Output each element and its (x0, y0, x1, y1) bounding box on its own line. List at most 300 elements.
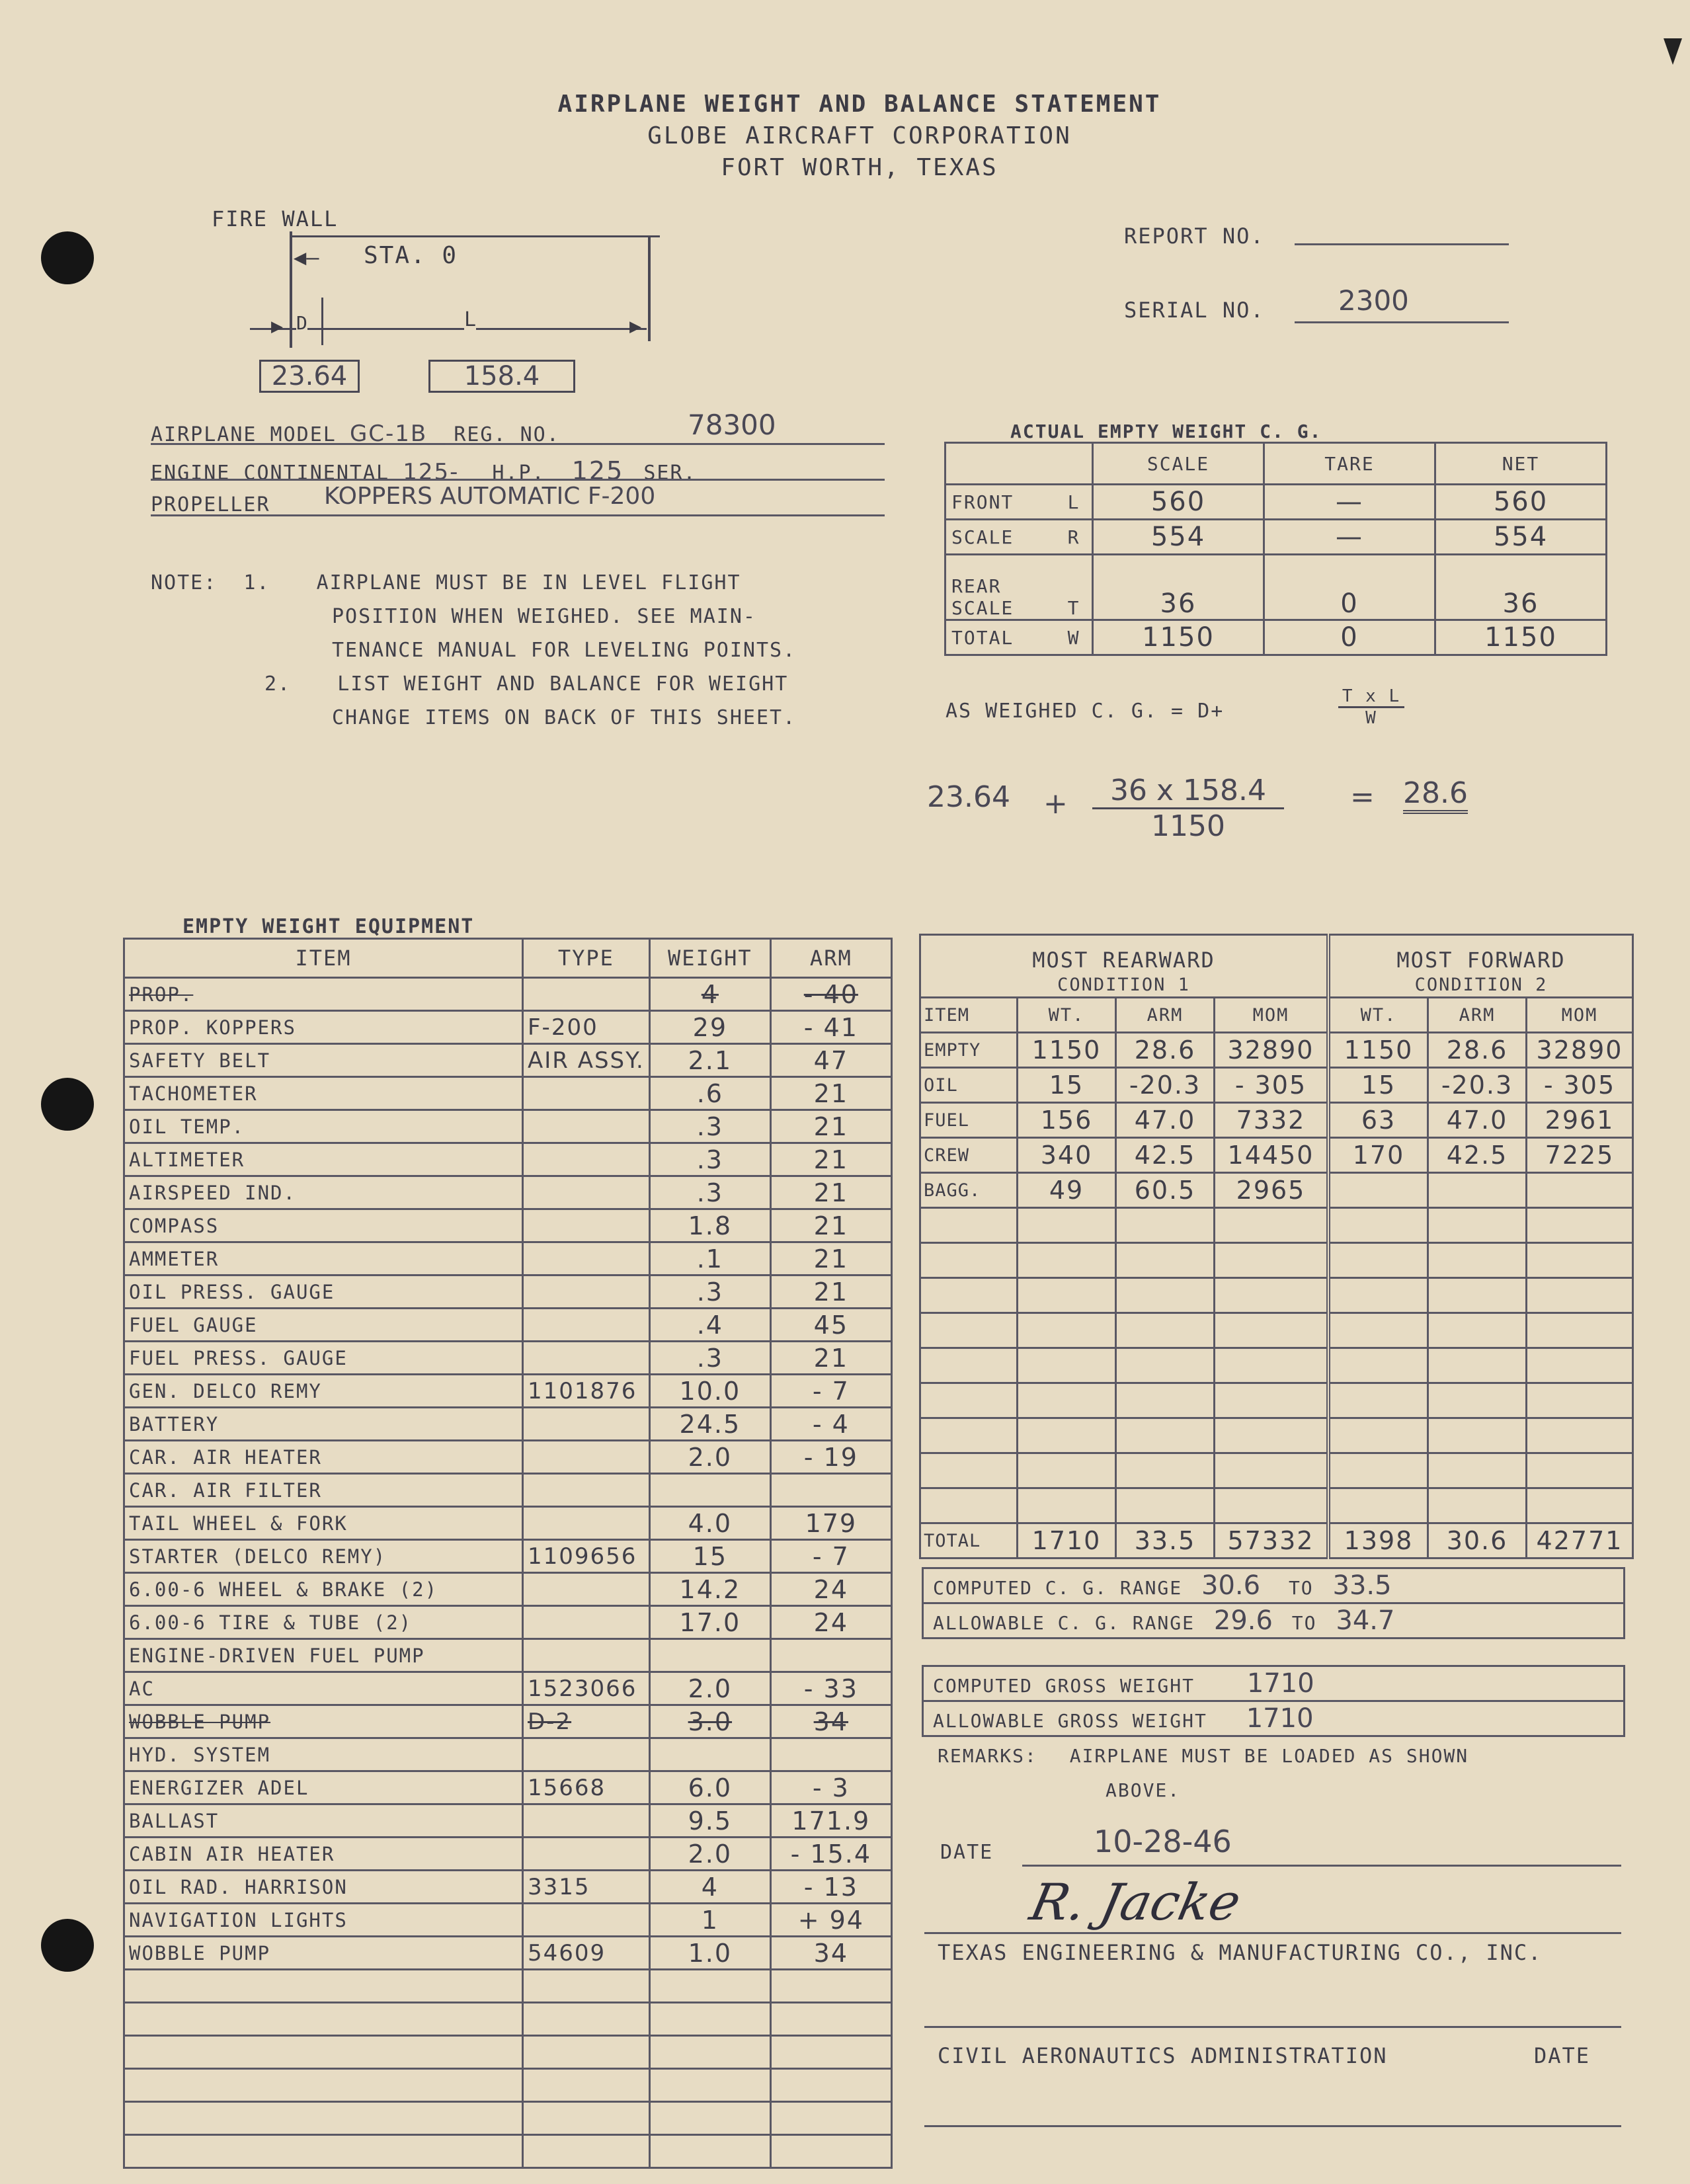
forward-weight: 63 (1328, 1103, 1428, 1138)
equipment-table-body (124, 939, 892, 2168)
note-1-line-b: POSITION WHEN WEIGHED. SEE MAIN- (332, 605, 756, 628)
equipment-type (523, 1639, 650, 1672)
table-row (124, 1639, 892, 1672)
loading-condition-row (920, 973, 1633, 998)
allowable-gross-label: ALLOWABLE GROSS WEIGHT (933, 1710, 1207, 1732)
formula-numerator: T x L (1338, 686, 1404, 708)
computed-cg-low: 30.6 (1201, 1570, 1261, 1601)
equipment-arm: 34 (770, 1705, 891, 1738)
serial-number-line (1295, 321, 1509, 323)
equipment-weight: 17.0 (649, 1606, 770, 1639)
ser-label: SER. (643, 462, 697, 485)
rear-arm (1116, 1208, 1215, 1243)
equipment-item: STARTER (DELCO REMY) (124, 1540, 523, 1573)
table-row (124, 1804, 892, 1838)
equipment-type (523, 1309, 650, 1342)
rear-moment: 7332 (1215, 1103, 1329, 1138)
equipment-arm (770, 1738, 891, 1771)
equipment-item: ENGINE-DRIVEN FUEL PUMP (124, 1639, 523, 1672)
equipment-weight: .3 (649, 1110, 770, 1143)
rear-moment: 14450 (1215, 1138, 1329, 1173)
rear-weight (1018, 1313, 1116, 1348)
equipment-item: OIL PRESS. GAUGE (124, 1275, 523, 1309)
signature-line (924, 1932, 1621, 1934)
front-label: FRONT (946, 485, 1057, 520)
computed-cg-label: COMPUTED C. G. RANGE (933, 1577, 1183, 1599)
tail-tare: 0 (1264, 555, 1435, 620)
calc-plus: + (1043, 787, 1068, 821)
fwd-arm-header: ARM (1428, 998, 1527, 1033)
equipment-weight (649, 2135, 770, 2168)
weight-header: WEIGHT (649, 939, 770, 978)
equipment-type (523, 1441, 650, 1474)
rear-row (946, 555, 1607, 620)
forward-moment: 7225 (1527, 1138, 1633, 1173)
arm-header: ARM (770, 939, 891, 978)
hp-label: H.P. (492, 462, 545, 485)
forward-weight (1328, 1313, 1428, 1348)
rear-weight (1018, 1208, 1116, 1243)
equipment-weight: 2.1 (649, 1044, 770, 1077)
empty-cg-table (944, 442, 1607, 656)
rear-label: REAR (951, 575, 1002, 597)
equipment-item: COMPASS (124, 1209, 523, 1242)
equipment-weight: 29 (649, 1011, 770, 1044)
rear-arm (1116, 1383, 1215, 1418)
loading-item (920, 1488, 1018, 1523)
forward-arm (1428, 1488, 1527, 1523)
equipment-table (123, 938, 893, 2169)
remarks-text-1: AIRPLANE MUST BE LOADED AS SHOWN (1069, 1745, 1469, 1767)
equipment-arm (770, 2036, 891, 2069)
station-label: STA. 0 (364, 242, 458, 269)
rear-weight (1018, 1243, 1116, 1278)
date-line (1022, 1865, 1621, 1867)
equipment-item: WOBBLE PUMP (124, 1705, 523, 1738)
table-row (124, 1143, 892, 1176)
tail-scale: 36 (1093, 555, 1264, 620)
table-row (920, 1208, 1633, 1243)
loading-item (920, 1383, 1018, 1418)
right-tare: — (1264, 520, 1435, 555)
forward-weight: 1150 (1328, 1033, 1428, 1068)
table-row (124, 2036, 892, 2069)
rear-moment (1215, 1453, 1329, 1488)
forward-weight (1328, 1278, 1428, 1313)
equipment-type (523, 1342, 650, 1375)
equipment-item: FUEL PRESS. GAUGE (124, 1342, 523, 1375)
rear-arm: 42.5 (1116, 1138, 1215, 1173)
table-row (920, 1383, 1633, 1418)
caa-label: CIVIL AERONAUTICS ADMINISTRATION (938, 2043, 1388, 2068)
most-forward-title: MOST FORWARD (1396, 948, 1566, 973)
table-row (124, 1771, 892, 1804)
caa-bottom-line (924, 2125, 1621, 2127)
table-row (124, 2003, 892, 2036)
rear-weight: 340 (1018, 1138, 1116, 1173)
formula-calculation (927, 774, 1496, 860)
equipment-weight: 24.5 (649, 1408, 770, 1441)
equipment-arm: - 7 (770, 1375, 891, 1408)
binder-hole-bottom (41, 1919, 94, 1972)
equipment-arm: 21 (770, 1342, 891, 1375)
right-sub-label: R (1056, 520, 1093, 555)
note-2-text-a: LIST WEIGHT AND BALANCE FOR WEIGHT (337, 672, 789, 696)
loading-item: CREW (920, 1138, 1018, 1173)
equipment-arm (770, 2135, 891, 2168)
table-row (920, 1173, 1633, 1208)
rear-moment: 57332 (1215, 1523, 1329, 1558)
rear-moment (1215, 1208, 1329, 1243)
notes-block (151, 566, 796, 735)
rear-arm (1116, 1418, 1215, 1453)
equipment-weight: 1.8 (649, 1209, 770, 1242)
forward-arm (1428, 1208, 1527, 1243)
forward-moment (1527, 1418, 1633, 1453)
condition-1: CONDITION 1 (920, 973, 1329, 998)
rear-arm: 47.0 (1116, 1103, 1215, 1138)
equipment-arm (770, 1474, 891, 1507)
l-arrow-right-icon: ▶ (629, 315, 642, 338)
table-row (124, 1342, 892, 1375)
airplane-model-value: GC-1B (349, 421, 428, 447)
rear-weight: 1710 (1018, 1523, 1116, 1558)
computed-gross-value: 1710 (1246, 1668, 1314, 1699)
note-1-line-a (151, 566, 796, 600)
equipment-weight: 1.0 (649, 1937, 770, 1970)
equipment-type (523, 1474, 650, 1507)
rear-moment: 2965 (1215, 1173, 1329, 1208)
computed-gross-weight (924, 1667, 1623, 1702)
table-row (124, 1937, 892, 1970)
type-header: TYPE (523, 939, 650, 978)
equipment-item: NAVIGATION LIGHTS (124, 1904, 523, 1937)
equipment-type (523, 1738, 650, 1771)
forward-weight (1328, 1208, 1428, 1243)
rear-weight: 1150 (1018, 1033, 1116, 1068)
equipment-arm: 171.9 (770, 1804, 891, 1838)
loading-title-row (920, 935, 1633, 973)
corner-mark-icon (1664, 38, 1682, 65)
equipment-arm: 21 (770, 1242, 891, 1275)
computed-gross-label: COMPUTED GROSS WEIGHT (933, 1675, 1195, 1697)
loading-item-header: ITEM (920, 998, 1018, 1033)
table-row (124, 1209, 892, 1242)
equipment-header-row (124, 939, 892, 978)
hp-value: 125 (571, 456, 624, 485)
equipment-type (523, 1606, 650, 1639)
left-tare: — (1264, 485, 1435, 520)
calc-result: 28.6 (1403, 776, 1468, 814)
rear-arm (1116, 1348, 1215, 1383)
calc-fraction (1092, 774, 1284, 843)
most-rearward-title: MOST REARWARD (1032, 948, 1215, 973)
table-row (124, 2102, 892, 2135)
equipment-item: ENERGIZER ADEL (124, 1771, 523, 1804)
forward-moment (1527, 1383, 1633, 1418)
reg-number-label: REG. NO. (454, 423, 560, 446)
rear-arm: -20.3 (1116, 1068, 1215, 1103)
equipment-weight: 2.0 (649, 1838, 770, 1871)
equipment-arm: - 7 (770, 1540, 891, 1573)
table-row (124, 2069, 892, 2102)
propeller-row (151, 493, 270, 516)
equipment-weight: 2.0 (649, 1672, 770, 1705)
propeller-line (151, 514, 885, 516)
equipment-weight (649, 1738, 770, 1771)
fwd-wt-header: WT. (1328, 998, 1428, 1033)
table-row (124, 1044, 892, 1077)
forward-weight (1328, 1173, 1428, 1208)
equipment-item: CAR. AIR HEATER (124, 1441, 523, 1474)
computed-cg-range (924, 1569, 1623, 1604)
left-sub-label: L (1056, 485, 1093, 520)
rear-arm (1116, 1278, 1215, 1313)
rear-moment (1215, 1243, 1329, 1278)
allowable-cg-high: 34.7 (1336, 1605, 1395, 1636)
table-row (124, 1077, 892, 1110)
equipment-item (124, 2036, 523, 2069)
rear-mom-header: MOM (1215, 998, 1329, 1033)
caa-date-label: DATE (1534, 2043, 1591, 2068)
table-row (124, 1441, 892, 1474)
equipment-weight (649, 1970, 770, 2003)
rear-weight (1018, 1418, 1116, 1453)
equipment-item (124, 2069, 523, 2102)
serial-number-value: 2300 (1338, 284, 1409, 317)
rear-scale-label: SCALE (951, 597, 1014, 619)
forward-moment (1527, 1348, 1633, 1383)
date-value: 10-28-46 (1094, 1824, 1232, 1859)
formula-label: AS WEIGHED C. G. = D+ (946, 700, 1225, 723)
table-row (124, 1540, 892, 1573)
rear-weight (1018, 1488, 1116, 1523)
cg-range-box (922, 1567, 1625, 1639)
loading-item (920, 1208, 1018, 1243)
d-arrow-icon: ▶ (271, 315, 284, 338)
note-1-line-c: TENANCE MANUAL FOR LEVELING POINTS. (332, 639, 797, 662)
table-row (920, 1243, 1633, 1278)
note-2-line-b: CHANGE ITEMS ON BACK OF THIS SHEET. (332, 706, 797, 729)
rear-datum-line (648, 235, 651, 341)
forward-weight (1328, 1453, 1428, 1488)
equipment-arm: 24 (770, 1573, 891, 1606)
net-header: NET (1435, 443, 1607, 485)
forward-arm: 42.5 (1428, 1138, 1527, 1173)
forward-moment (1527, 1173, 1633, 1208)
rear-weight: 156 (1018, 1103, 1116, 1138)
table-row (124, 1474, 892, 1507)
forward-moment: 2961 (1527, 1103, 1633, 1138)
equipment-item: PROP. (124, 978, 523, 1011)
equipment-arm (770, 2003, 891, 2036)
equipment-weight: 2.0 (649, 1441, 770, 1474)
equipment-arm (770, 1639, 891, 1672)
equipment-arm (770, 1970, 891, 2003)
table-row (920, 1418, 1633, 1453)
table-row (920, 1068, 1633, 1103)
empty-cg-header-row (946, 443, 1607, 485)
equipment-weight: 10.0 (649, 1375, 770, 1408)
note-1-text-a: AIRPLANE MUST BE IN LEVEL FLIGHT (316, 571, 741, 594)
caa-row (938, 2043, 1625, 2068)
equipment-type (523, 1904, 650, 1937)
table-row (124, 2135, 892, 2168)
total-scale: 1150 (1093, 620, 1264, 655)
equipment-arm: - 15.4 (770, 1838, 891, 1871)
equipment-type (523, 1110, 650, 1143)
forward-moment (1527, 1313, 1633, 1348)
rear-arm (1116, 1313, 1215, 1348)
forward-moment (1527, 1278, 1633, 1313)
forward-arm (1428, 1243, 1527, 1278)
allowable-cg-label: ALLOWABLE C. G. RANGE (933, 1612, 1195, 1634)
l-label: L (464, 308, 477, 331)
report-number-label: REPORT NO. (1124, 223, 1265, 249)
table-row (124, 1606, 892, 1639)
condition-2: CONDITION 2 (1328, 973, 1633, 998)
station-arrow-icon: ◀— (294, 245, 319, 270)
remarks-line-1 (938, 1739, 1469, 1773)
binder-hole-top (41, 231, 94, 284)
equipment-arm: - 41 (770, 1011, 891, 1044)
equipment-item: AIRSPEED IND. (124, 1176, 523, 1209)
loading-table-body (920, 935, 1633, 1558)
rear-weight: 49 (1018, 1173, 1116, 1208)
forward-arm (1428, 1348, 1527, 1383)
equipment-type (523, 1143, 650, 1176)
forward-arm: 47.0 (1428, 1103, 1527, 1138)
equipment-type: D-2 (523, 1705, 650, 1738)
equipment-item (124, 1970, 523, 2003)
date-label: DATE (940, 1841, 994, 1864)
fwd-mom-header: MOM (1527, 998, 1633, 1033)
equipment-type: AIR ASSY. (523, 1044, 650, 1077)
d-value-box (259, 360, 360, 393)
equipment-arm: - 19 (770, 1441, 891, 1474)
forward-arm: -20.3 (1428, 1068, 1527, 1103)
airplane-model-label: AIRPLANE MODEL (151, 423, 337, 446)
equipment-type (523, 2036, 650, 2069)
forward-weight (1328, 1488, 1428, 1523)
gross-weight-box (922, 1665, 1625, 1737)
equipment-type (523, 2069, 650, 2102)
right-scale: 554 (1093, 520, 1264, 555)
equipment-type (523, 1077, 650, 1110)
remarks-block (938, 1739, 1469, 1808)
allowable-gross-weight (924, 1702, 1623, 1735)
equipment-weight: 14.2 (649, 1573, 770, 1606)
l-value: 158.4 (463, 361, 540, 391)
binder-hole-middle (41, 1078, 94, 1131)
table-row (920, 1278, 1633, 1313)
equipment-type: 15668 (523, 1771, 650, 1804)
equipment-item (124, 2003, 523, 2036)
equipment-item: ALTIMETER (124, 1143, 523, 1176)
scale-label: SCALE (946, 520, 1057, 555)
left-net: 560 (1435, 485, 1607, 520)
allowable-gross-value: 1710 (1246, 1703, 1314, 1734)
equipment-weight: 6.0 (649, 1771, 770, 1804)
allowable-cg-low: 29.6 (1213, 1605, 1273, 1636)
rear-moment: - 305 (1215, 1068, 1329, 1103)
forward-moment (1527, 1208, 1633, 1243)
equipment-item: PROP. KOPPERS (124, 1011, 523, 1044)
forward-arm (1428, 1383, 1527, 1418)
rear-moment: 32890 (1215, 1033, 1329, 1068)
rear-moment (1215, 1418, 1329, 1453)
as-weighed-formula (946, 700, 1224, 723)
equipment-type (523, 1176, 650, 1209)
engine-line (151, 479, 885, 481)
equipment-item: GEN. DELCO REMY (124, 1375, 523, 1408)
equipment-weight (649, 2036, 770, 2069)
equipment-type (523, 1507, 650, 1540)
table-row (920, 1138, 1633, 1173)
rear-arm (1116, 1453, 1215, 1488)
equipment-item (124, 2135, 523, 2168)
total-row (946, 620, 1607, 655)
equipment-weight (649, 2102, 770, 2135)
front-right-row (946, 520, 1607, 555)
equipment-arm (770, 2069, 891, 2102)
equipment-weight (649, 1474, 770, 1507)
rear-arm-header: ARM (1116, 998, 1215, 1033)
equipment-arm: 24 (770, 1606, 891, 1639)
equipment-type (523, 1970, 650, 2003)
equipment-type: F-200 (523, 1011, 650, 1044)
equipment-weight: 3.0 (649, 1705, 770, 1738)
d-dimension-line (250, 328, 647, 330)
table-row (920, 1313, 1633, 1348)
forward-moment (1527, 1243, 1633, 1278)
loading-item: TOTAL (920, 1523, 1018, 1558)
equipment-type (523, 978, 650, 1011)
equipment-arm: - 40 (770, 978, 891, 1011)
left-scale: 560 (1093, 485, 1264, 520)
equipment-type: 54609 (523, 1937, 650, 1970)
forward-weight (1328, 1418, 1428, 1453)
report-number-row (1124, 223, 1265, 249)
table-row (124, 1573, 892, 1606)
equipment-arm: + 94 (770, 1904, 891, 1937)
equipment-item: CAR. AIR FILTER (124, 1474, 523, 1507)
equipment-weight: .3 (649, 1176, 770, 1209)
forward-weight (1328, 1348, 1428, 1383)
table-row (920, 1348, 1633, 1383)
equipment-type (523, 1209, 650, 1242)
equipment-weight: 1 (649, 1904, 770, 1937)
equipment-type (523, 2135, 650, 2168)
loading-item (920, 1243, 1018, 1278)
rear-moment (1215, 1383, 1329, 1418)
forward-moment: 32890 (1527, 1033, 1633, 1068)
equipment-type (523, 2003, 650, 2036)
empty-cg-title: ACTUAL EMPTY WEIGHT C. G. (1010, 421, 1322, 442)
table-row (124, 1275, 892, 1309)
rear-weight: 15 (1018, 1068, 1116, 1103)
table-row (124, 1970, 892, 2003)
forward-moment (1527, 1488, 1633, 1523)
document-title: AIRPLANE WEIGHT AND BALANCE STATEMENT (557, 91, 1162, 118)
formula-denominator: W (1365, 708, 1377, 728)
loading-header-row (920, 998, 1633, 1033)
equipment-arm: 21 (770, 1143, 891, 1176)
scale-header: SCALE (1093, 443, 1264, 485)
equipment-arm: 34 (770, 1937, 891, 1970)
equipment-type (523, 1408, 650, 1441)
table-row (124, 1110, 892, 1143)
